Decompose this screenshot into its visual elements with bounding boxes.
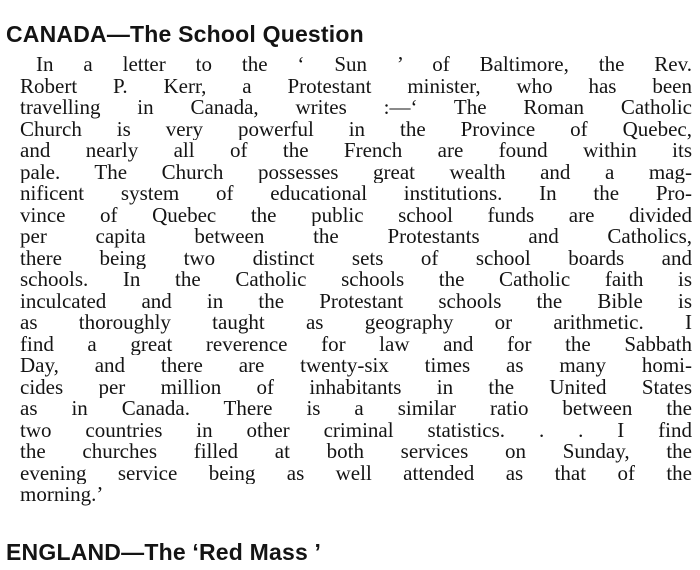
- article-line: per capita between the Protestants and Catholics,: [20, 226, 692, 248]
- article-line: evening service being as well attended as that of the: [20, 462, 692, 484]
- article-line: vince of Quebec the public school funds are divided: [20, 204, 692, 226]
- article-line: as thoroughly taught as geography or arithmetic. I: [20, 312, 692, 334]
- article-line: the churches filled at both services on Sunday, the: [20, 441, 692, 463]
- article-line: Robert P. Kerr, a Protestant minister, who has been: [20, 75, 692, 97]
- article-line: Day, and there are twenty-six times as many homi-: [20, 355, 692, 377]
- section-heading-canada: CANADA—The School Question: [6, 21, 364, 47]
- article-line: nificent system of educational institutions. In the Pro-: [20, 183, 692, 205]
- article-line: as in Canada. There is a similar ratio between the: [20, 398, 692, 420]
- article-line: and nearly all of the French are found within its: [20, 140, 692, 162]
- article-line: two countries in other criminal statistics. . . I find: [20, 419, 692, 441]
- article-body: [20, 54, 692, 506]
- article-line: there being two distinct sets of school boards and: [20, 247, 692, 269]
- article-line: cides per million of inhabitants in the United States: [20, 376, 692, 398]
- article-line: morning.’: [20, 484, 104, 506]
- article-line: In a letter to the ‘ Sun ’ of Baltimore, the Rev.: [36, 54, 692, 76]
- article-line: pale. The Church possesses great wealth and a mag-: [20, 161, 692, 183]
- article-line: find a great reverence for law and for the Sabbath: [20, 333, 692, 355]
- article-line: Church is very powerful in the Province of Quebec,: [20, 118, 692, 140]
- article-line: schools. In the Catholic schools the Catholic faith is: [20, 269, 692, 291]
- section-heading-england: ENGLAND—The ‘Red Mass ’: [6, 539, 322, 565]
- article-line: inculcated and in the Protestant schools the Bible is: [20, 290, 692, 312]
- article-line: travelling in Canada, writes :—‘ The Roman Catholic: [20, 97, 692, 119]
